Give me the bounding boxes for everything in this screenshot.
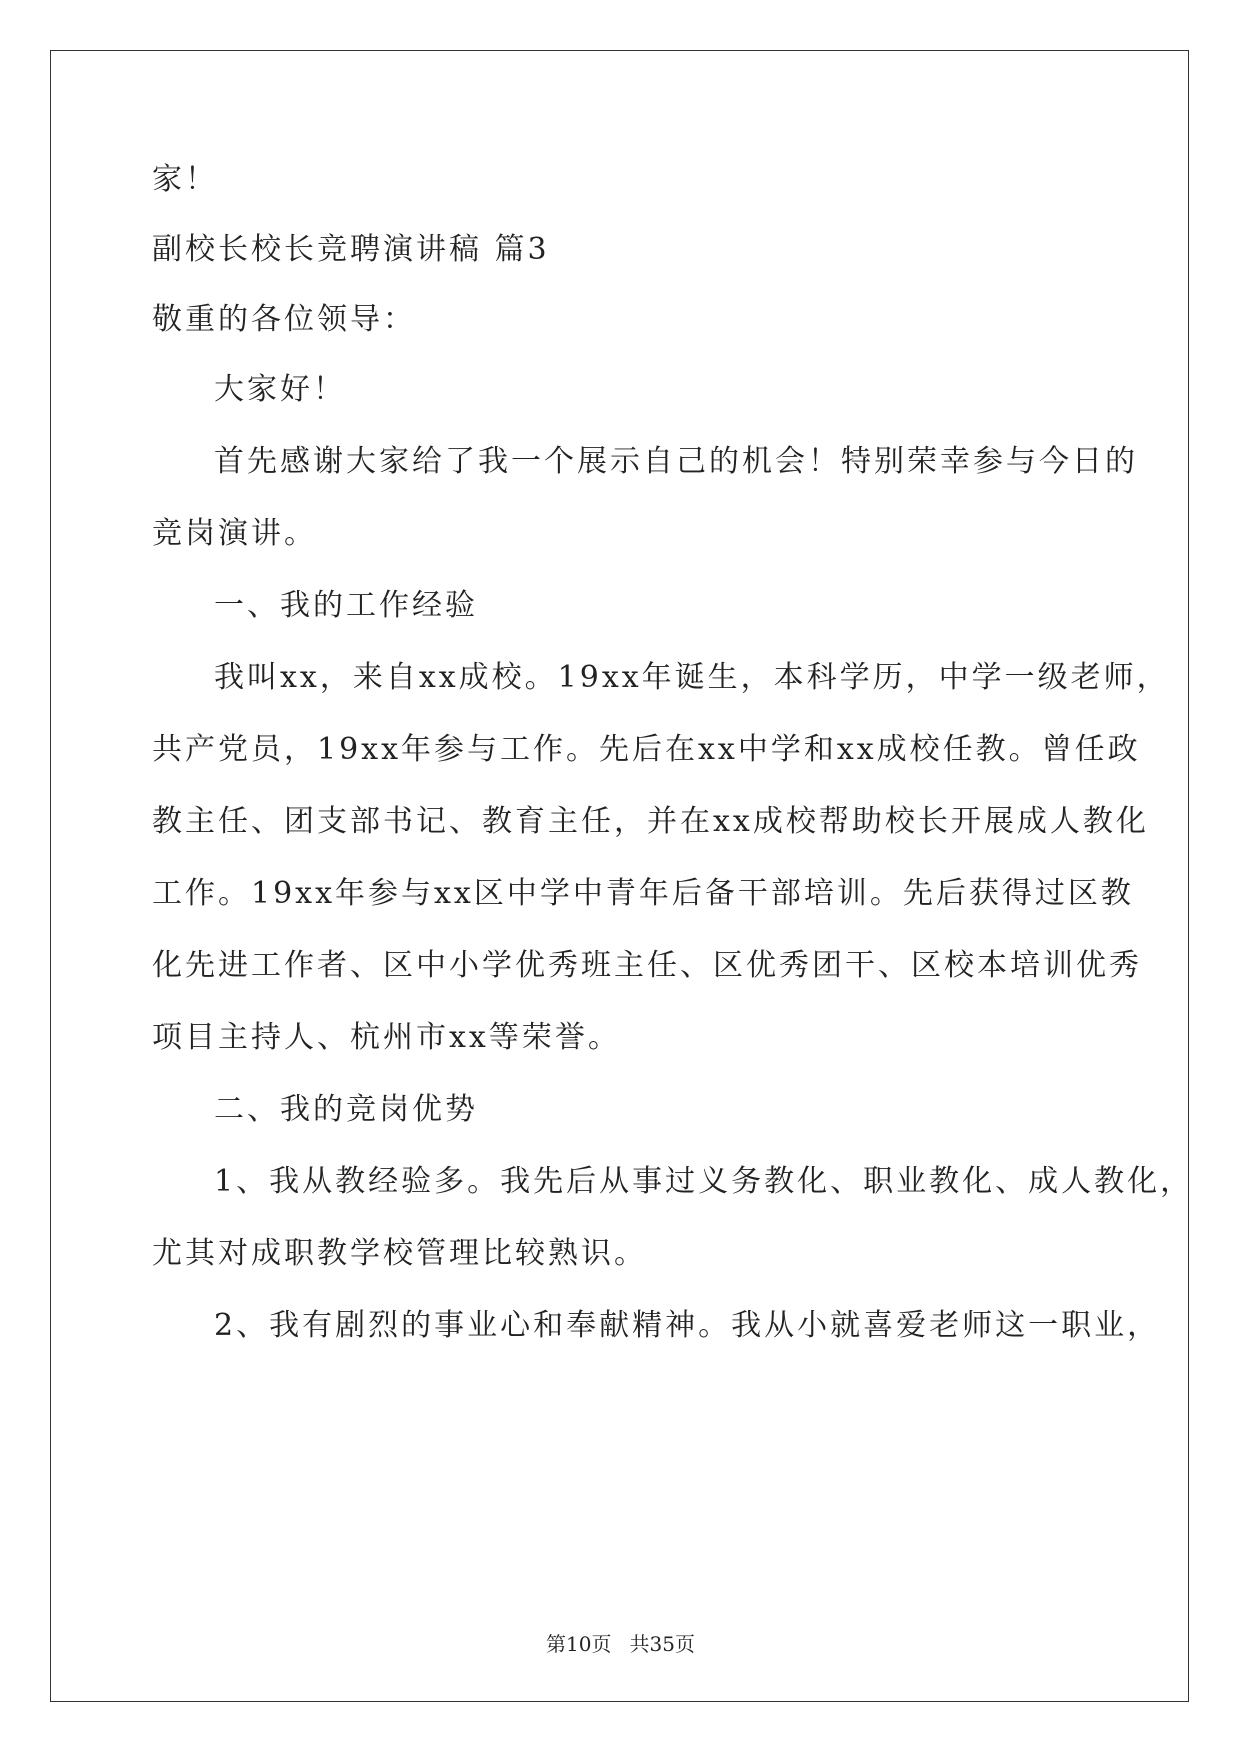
page-total: 共35页 [629,1632,695,1656]
paragraph-line: 1、我从教经验多。我先后从事过义务教化、职业教化、成人教化， [214,1164,1194,1199]
paragraph-line: 尤其对成职教学校管理比较熟识。 [152,1236,647,1271]
paragraph-line: 化先进工作者、区中小学优秀班主任、区优秀团干、区校本培训优秀 [152,948,1142,983]
paragraph-line: 我叫xx，来自xx成校。19xx年诞生，本科学历，中学一级老师， [214,660,1170,695]
paragraph-line: 共产党员，19xx年参与工作。先后在xx中学和xx成校任教。曾任政 [152,732,1141,767]
paragraph-line: 竞岗演讲。 [152,516,317,551]
paragraph-line: 教主任、团支部书记、教育主任，并在xx成校帮助校长开展成人教化 [152,804,1149,839]
subheading: 一、我的工作经验 [214,588,478,623]
section-heading: 副校长校长竞聘演讲稿 篇3 [152,232,550,267]
subheading: 二、我的竞岗优势 [214,1092,478,1127]
paragraph-line: 首先感谢大家给了我一个展示自己的机会！特别荣幸参与今日的 [214,444,1138,479]
text-line: 家！ [152,162,218,197]
salutation: 敬重的各位领导： [152,302,416,337]
page-number: 第10页 [546,1632,612,1656]
greeting: 大家好！ [214,372,346,407]
page-footer [0,1628,1241,1657]
paragraph-line: 工作。19xx年参与xx区中学中青年后备干部培训。先后获得过区教 [152,876,1134,911]
paragraph-line: 项目主持人、杭州市xx等荣誉。 [152,1020,621,1055]
paragraph-line: 2、我有剧烈的事业心和奉献精神。我从小就喜爱老师这一职业， [214,1308,1161,1343]
